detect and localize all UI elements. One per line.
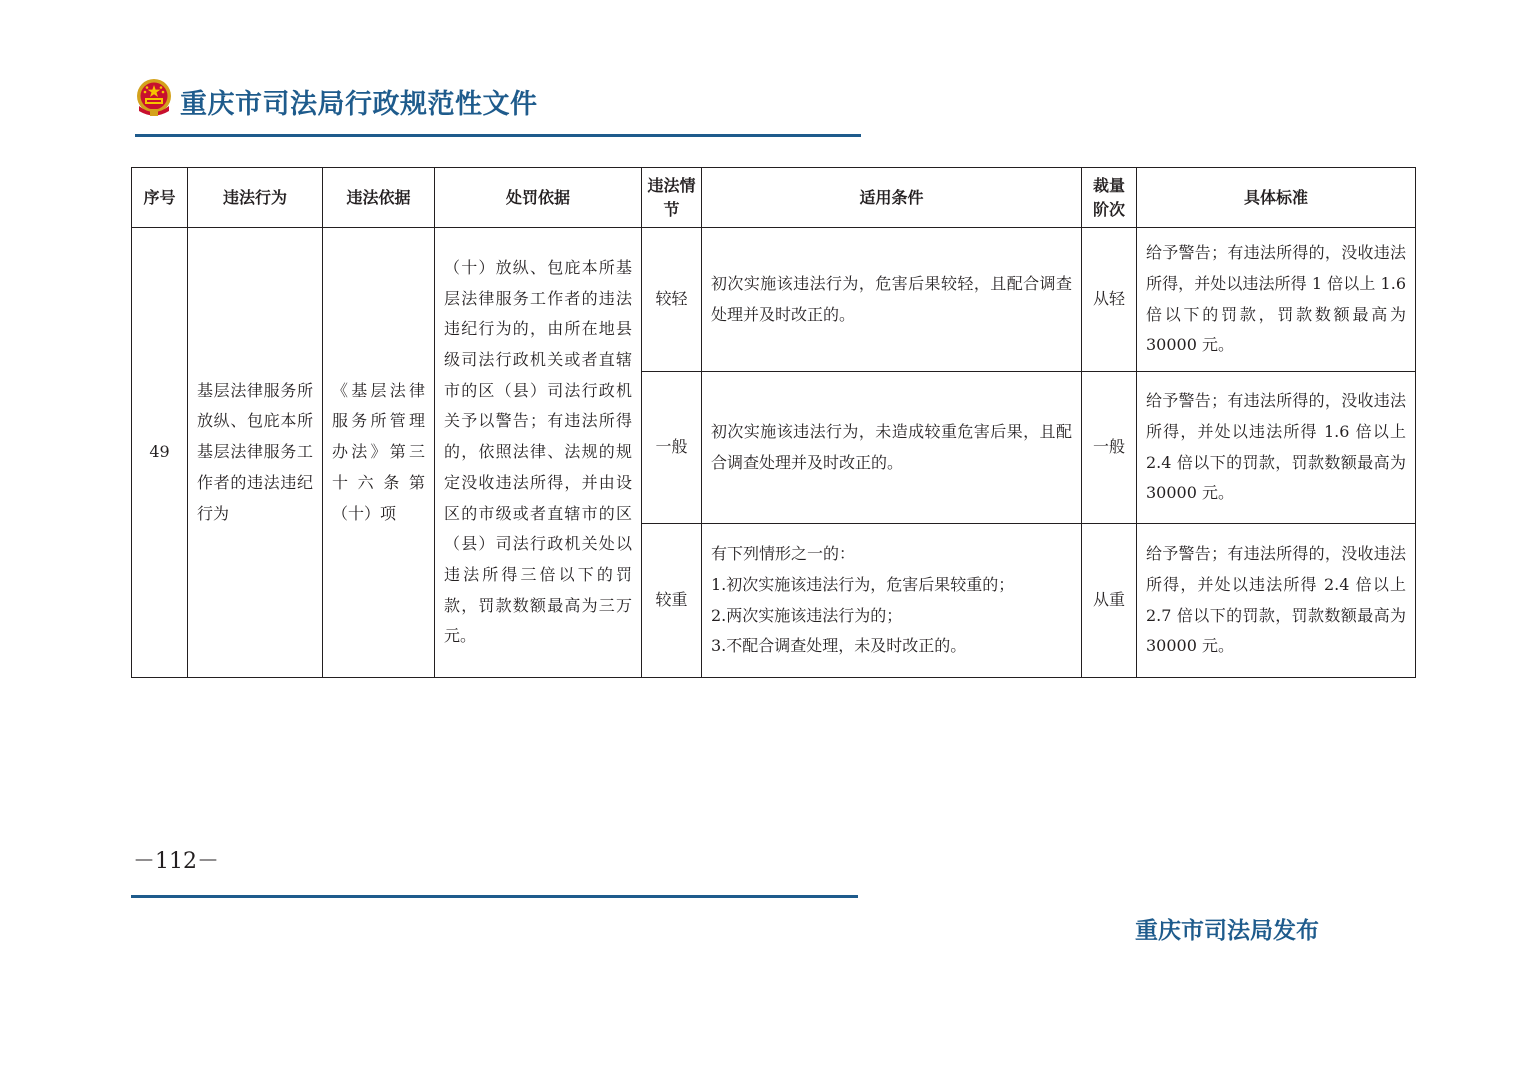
- header-standard: 具体标准: [1137, 168, 1416, 228]
- entry-penalty-basis: （十）放纵、包庇本所基层法律服务工作者的违法违纪行为的，由所在地县级司法行政机关或者直辖市的区（县）司法行政机关予以警告；有违法所得的，依照法律、法规的规定没收违法所得，并由设区的市级或者直辖市的区（县）司法行政机关处以违法所得三倍以下的罚款，罚款数额最高为三万元。: [435, 228, 642, 678]
- page-number: －112－: [133, 849, 219, 874]
- header-penalty-basis: 处罚依据: [435, 168, 642, 228]
- standard-cell: 给予警告；有违法所得的，没收违法所得，并处以违法所得 2.4 倍以上 2.7 倍以下的罚款，罚款数额最高为 30000 元。: [1137, 524, 1416, 678]
- condition-line: 初次实施该违法行为，未造成较重危害后果，且配合调查处理并及时改正的。: [711, 421, 1072, 472]
- discretion-standards-table: [131, 167, 1416, 678]
- standard-cell: 给予警告；有违法所得的，没收违法所得，并处以违法所得 1 倍以上 1.6 倍以下的罚款，罚款数额最高为 30000 元。: [1137, 228, 1416, 372]
- conditions-cell: [702, 228, 1082, 372]
- header-circumstance: 违法情节: [642, 168, 702, 228]
- header-conditions: 适用条件: [702, 168, 1082, 228]
- discretion-level-cell: 一般: [1082, 372, 1137, 524]
- conditions-cell: [702, 372, 1082, 524]
- table-row: [132, 228, 1416, 372]
- publisher-label: 重庆市司法局发布: [1135, 918, 1319, 944]
- condition-line: 有下列情形之一的：: [711, 544, 856, 564]
- national-emblem-icon: [135, 78, 173, 118]
- footer-divider: [131, 895, 858, 898]
- header-discretion-level: 裁量阶次: [1082, 168, 1137, 228]
- conditions-cell: [702, 524, 1082, 678]
- header-divider: [135, 134, 861, 137]
- document-series-title: 重庆市司法局行政规范性文件: [180, 89, 538, 120]
- condition-line: 2.两次实施该违法行为的；: [711, 605, 903, 625]
- entry-index: 49: [132, 228, 188, 678]
- discretion-level-cell: 从轻: [1082, 228, 1137, 372]
- header-index: 序号: [132, 168, 188, 228]
- header-legal-basis: 违法依据: [323, 168, 435, 228]
- document-header: [135, 78, 861, 138]
- table-header-row: [132, 168, 1416, 228]
- condition-line: 1.初次实施该违法行为，危害后果较重的；: [711, 574, 1015, 594]
- discretion-level-cell: 从重: [1082, 524, 1137, 678]
- standard-cell: 给予警告；有违法所得的，没收违法所得，并处以违法所得 1.6 倍以上 2.4 倍以下的罚款，罚款数额最高为 30000 元。: [1137, 372, 1416, 524]
- circumstance-cell: 较重: [642, 524, 702, 678]
- entry-behavior: 基层法律服务所放纵、包庇本所基层法律服务工作者的违法违纪行为: [188, 228, 323, 678]
- circumstance-cell: 一般: [642, 372, 702, 524]
- header-behavior: 违法行为: [188, 168, 323, 228]
- condition-line: 3.不配合调查处理，未及时改正的。: [711, 636, 967, 656]
- entry-legal-basis: 《基层法律服务所管理办法》第三十六条第（十）项: [323, 228, 435, 678]
- condition-line: 初次实施该违法行为，危害后果较轻，且配合调查处理并及时改正的。: [711, 273, 1072, 324]
- circumstance-cell: 较轻: [642, 228, 702, 372]
